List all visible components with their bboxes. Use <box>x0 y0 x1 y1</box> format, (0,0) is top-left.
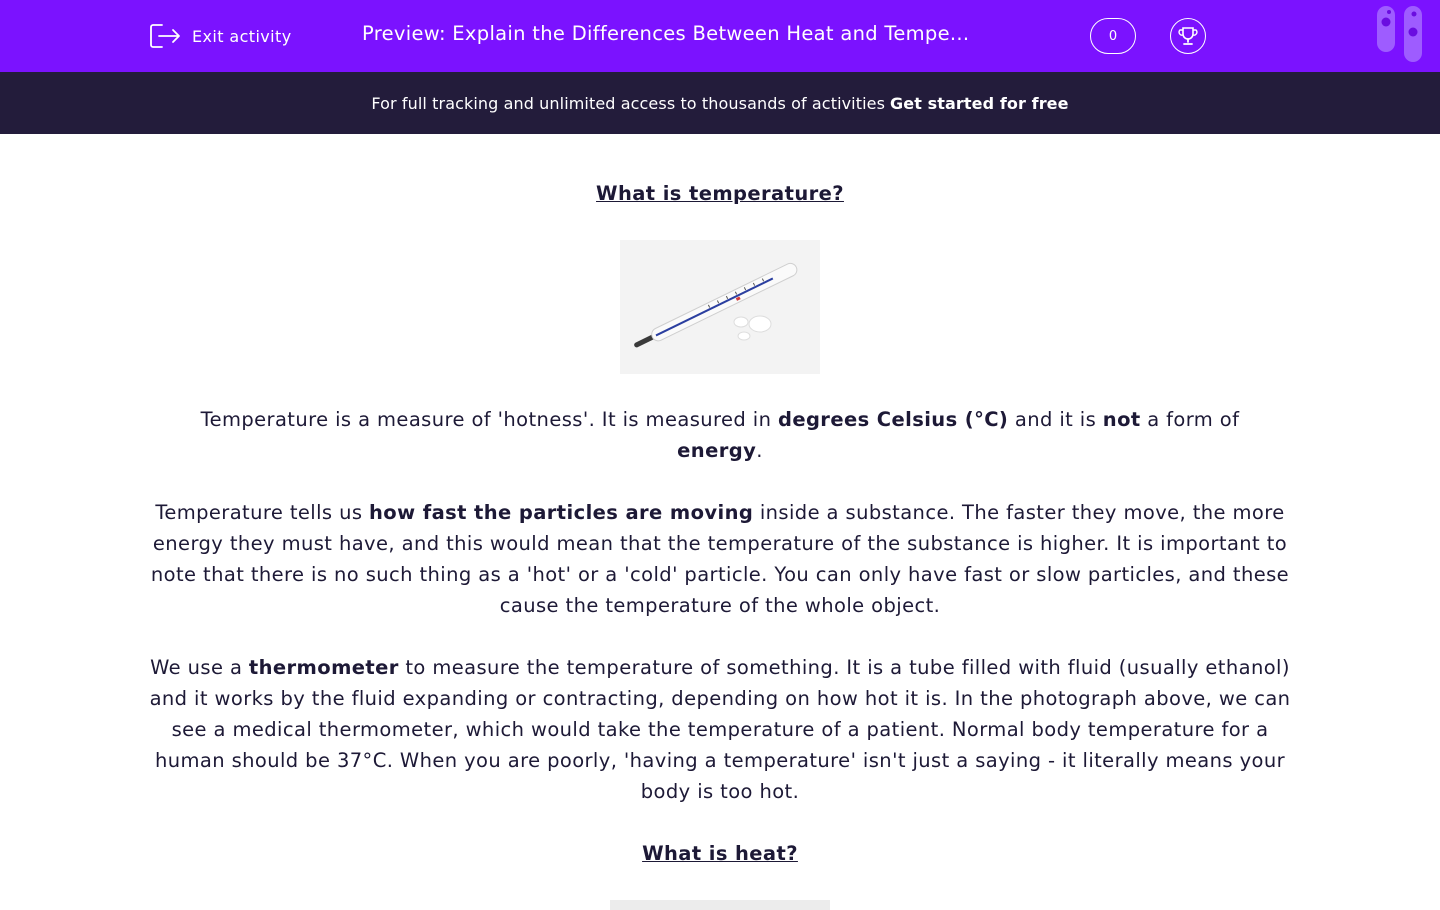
text-span: a form of <box>1140 408 1240 431</box>
thermometer-photo <box>620 240 820 374</box>
text-span: Temperature is a measure of 'hotness'. It is measured in <box>200 408 778 431</box>
signup-banner <box>0 72 1440 134</box>
paragraph-temperature-definition <box>140 404 1300 466</box>
text-span: Temperature tells us <box>155 501 370 524</box>
test-tubes-logo-icon <box>1374 4 1428 64</box>
banner-text: For full tracking and unlimited access to thousands of activities <box>371 93 886 113</box>
text-span: inside a substance. The faster they move, the more energy they must have, and this would mean that the temperature of the substance is higher. It is important to note that there is no such thing as a 'hot' or a 'cold' particle. You can only have fast or slow particles, and these cause the temperature of the whole object. <box>150 501 1290 617</box>
text-span: and it is <box>1008 408 1103 431</box>
bold-span: degrees Celsius (°C) <box>777 408 1009 431</box>
page-title: Preview: Explain the Differences Between Heat and Tempe... <box>362 22 970 45</box>
text-span: to measure the temperature of something. It is a tube filled with fluid (usually ethanol) and it works by the fluid expanding or contracting, depending on how hot it is. In the photograph above, we can see a medical thermometer, which would take the temperature of a patient. Normal body temperature for a human should be 37°C. When you are poorly, 'having a temperature' isn't just a saying - it literally means your body is too hot. <box>149 656 1291 803</box>
bold-span: how fast the particles are moving <box>369 501 754 524</box>
paragraph-thermometer <box>140 652 1300 807</box>
bold-span: not <box>1102 408 1141 431</box>
heading-what-is-heat: What is heat? <box>642 842 798 865</box>
heading-what-is-temperature: What is temperature? <box>596 182 844 205</box>
top-bar <box>0 0 1440 72</box>
text-span: . <box>756 439 763 462</box>
text-span: We use a <box>150 656 249 679</box>
trophy-button[interactable] <box>1170 18 1206 54</box>
bold-span: thermometer <box>248 656 399 679</box>
exit-activity-button[interactable] <box>148 20 292 52</box>
article-content <box>140 134 1300 910</box>
score-counter: 0 <box>1090 18 1136 54</box>
get-started-link[interactable]: Get started for free <box>890 93 1069 113</box>
exit-icon <box>148 21 182 51</box>
trophy-icon <box>1177 25 1199 47</box>
paragraph-particles <box>140 497 1300 621</box>
bold-span: energy <box>677 439 757 462</box>
heat-photo <box>610 900 830 910</box>
exit-activity-label: Exit activity <box>192 26 292 46</box>
